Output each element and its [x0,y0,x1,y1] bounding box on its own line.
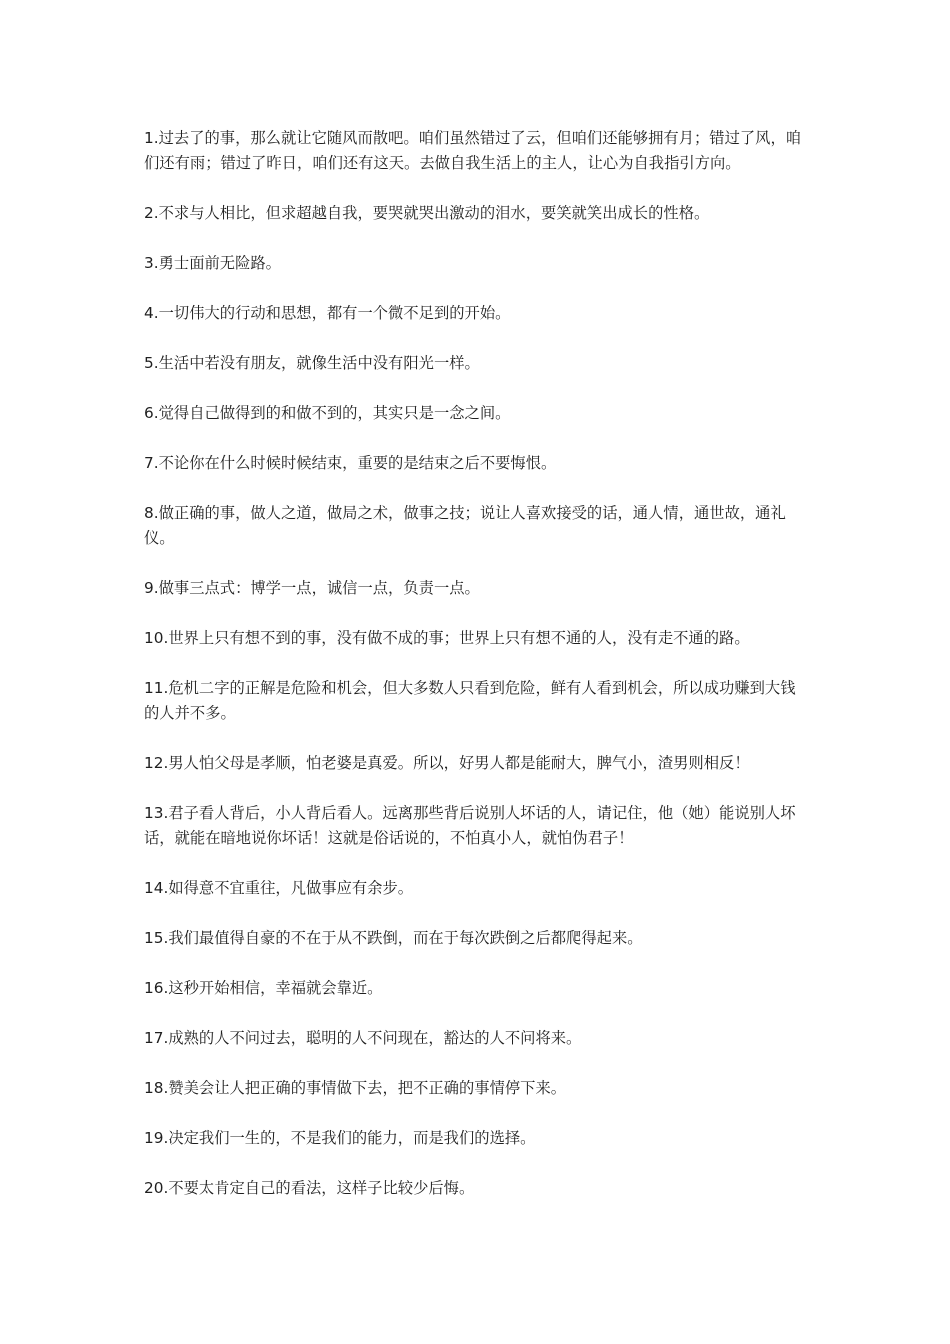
quote-paragraph-13: 13.君子看人背后，小人背后看人。远离那些背后说别人坏话的人，请记住，他（她）能说别人坏话，就能在暗地说你坏话！这就是俗话说的，不怕真小人，就怕伪君子！ [144,804,796,847]
quote-paragraph-9: 9.做事三点式：博学一点，诚信一点，负责一点。 [144,579,480,597]
quote-paragraph-8: 8.做正确的事，做人之道，做局之术，做事之技；说让人喜欢接受的话，通人情，通世故，通礼仪。 [144,504,786,547]
quote-paragraph-14: 14.如得意不宜重往，凡做事应有余步。 [144,879,414,897]
quote-paragraph-15: 15.我们最值得自豪的不在于从不跌倒，而在于每次跌倒之后都爬得起来。 [144,929,643,947]
quote-paragraph-2: 2.不求与人相比，但求超越自我，要哭就哭出激动的泪水，要笑就笑出成长的性格。 [144,204,710,222]
quote-paragraph-12: 12.男人怕父母是孝顺，怕老婆是真爱。所以，好男人都是能耐大，脾气小，渣男则相反！ [144,754,750,772]
quote-paragraph-5: 5.生活中若没有朋友，就像生活中没有阳光一样。 [144,354,480,372]
quote-paragraph-7: 7.不论你在什么时候时候结束，重要的是结束之后不要悔恨。 [144,454,557,472]
quote-paragraph-20: 20.不要太肯定自己的看法，这样子比较少后悔。 [144,1179,475,1197]
quote-paragraph-16: 16.这秒开始相信，幸福就会靠近。 [144,979,383,997]
quote-paragraph-6: 6.觉得自己做得到的和做不到的，其实只是一念之间。 [144,404,511,422]
quote-paragraph-19: 19.决定我们一生的，不是我们的能力，而是我们的选择。 [144,1129,536,1147]
quote-paragraph-4: 4.一切伟大的行动和思想，都有一个微不足到的开始。 [144,304,511,322]
quote-paragraph-17: 17.成熟的人不问过去，聪明的人不问现在，豁达的人不问将来。 [144,1029,582,1047]
quote-paragraph-1: 1.过去了的事，那么就让它随风而散吧。咱们虽然错过了云，但咱们还能够拥有月；错过了风，咱们还有雨；错过了昨日，咱们还有这天。去做自我生活上的主人，让心为自我指引方向。 [144,129,802,172]
quote-paragraph-3: 3.勇士面前无险路。 [144,254,281,272]
quote-paragraph-11: 11.危机二字的正解是危险和机会，但大多数人只看到危险，鲜有人看到机会，所以成功赚到大钱的人并不多。 [144,679,796,722]
quote-paragraph-10: 10.世界上只有想不到的事，没有做不成的事；世界上只有想不通的人，没有走不通的路。 [144,629,750,647]
quote-list [144,126,809,1226]
quote-paragraph-18: 18.赞美会让人把正确的事情做下去，把不正确的事情停下来。 [144,1079,567,1097]
